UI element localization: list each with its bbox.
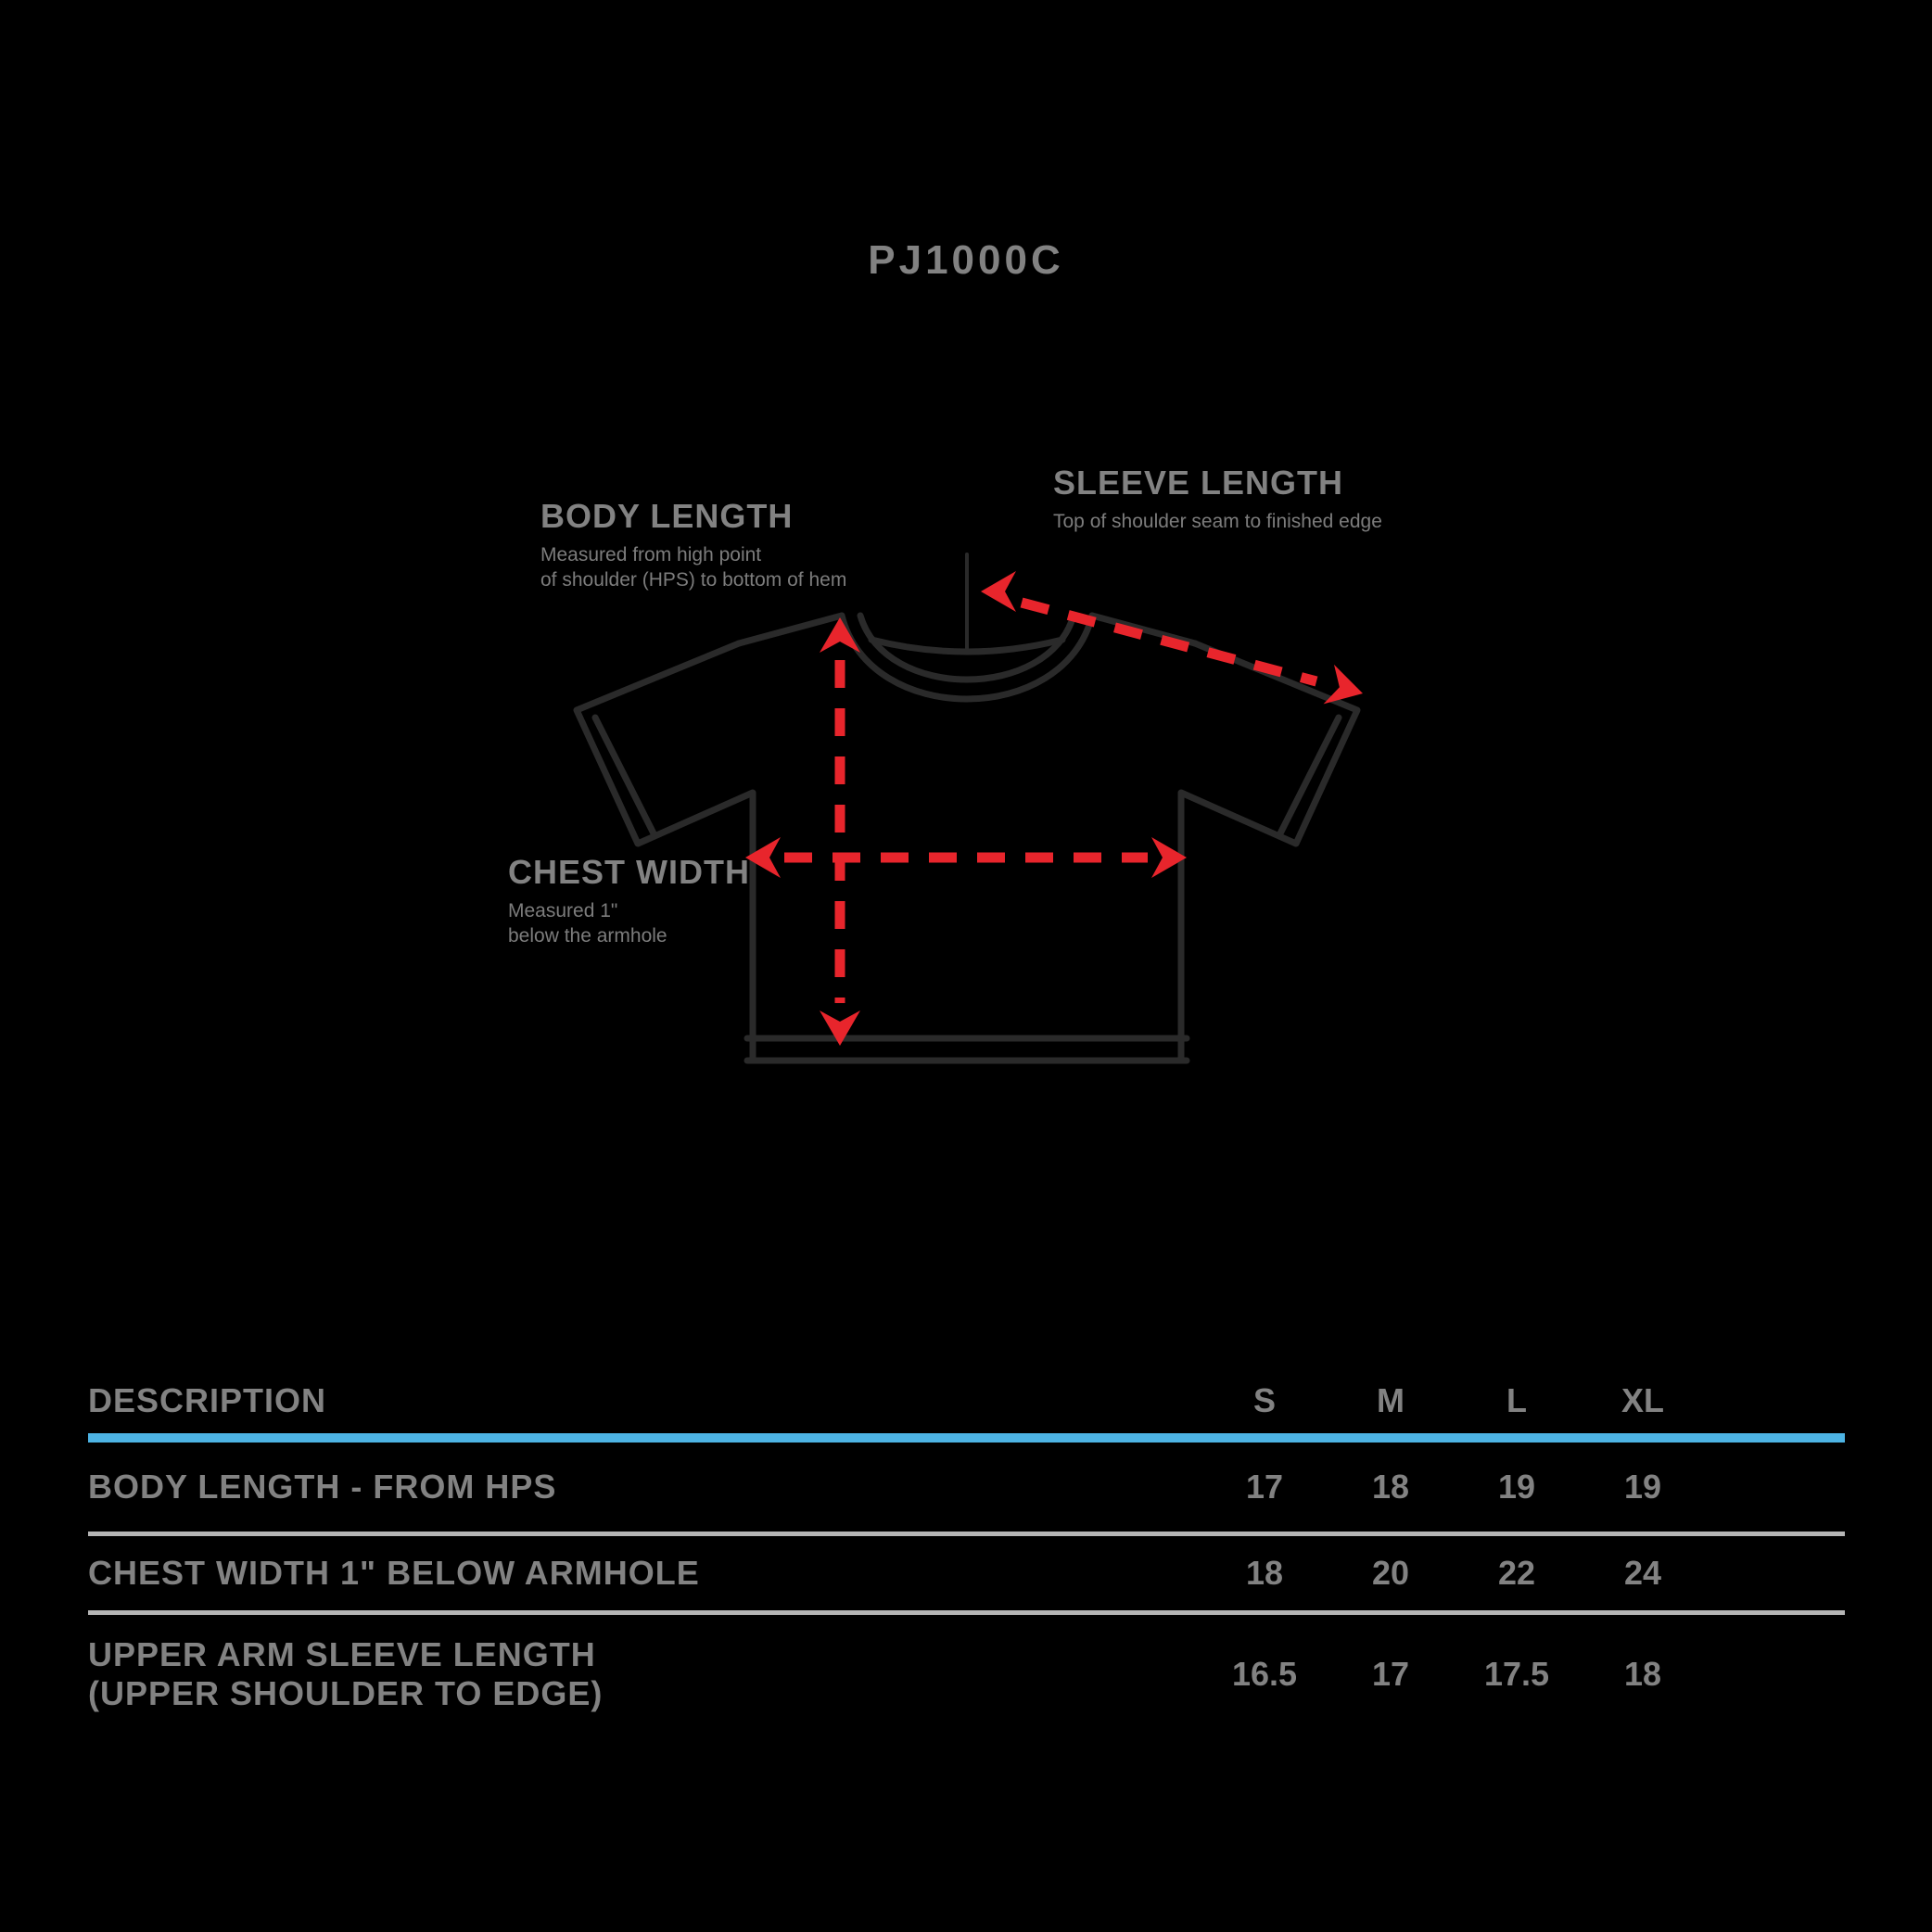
cell-value: 18 bbox=[1245, 1554, 1284, 1592]
row-label: CHEST WIDTH 1" BELOW ARMHOLE bbox=[88, 1554, 700, 1592]
header-size-m: M bbox=[1377, 1381, 1405, 1419]
table-row-chest-width bbox=[88, 1536, 1845, 1610]
tshirt-outline bbox=[577, 554, 1357, 1061]
cell-value: 18 bbox=[1623, 1655, 1662, 1693]
header-size-xl: XL bbox=[1621, 1381, 1664, 1419]
page-title: PJ1000C bbox=[868, 237, 1064, 283]
cell-value: 17 bbox=[1371, 1655, 1410, 1693]
body-length-arrow bbox=[820, 617, 860, 1046]
cell-value: 19 bbox=[1623, 1468, 1662, 1506]
chest-width-sub2: below the armhole bbox=[508, 925, 667, 947]
sleeve-length-heading: SLEEVE LENGTH bbox=[1053, 464, 1344, 502]
table-header-row bbox=[88, 1368, 1845, 1433]
size-spec-table bbox=[88, 1368, 1845, 1737]
chest-width-heading: CHEST WIDTH bbox=[508, 853, 750, 891]
cell-value: 18 bbox=[1371, 1468, 1410, 1506]
cell-value: 24 bbox=[1623, 1554, 1662, 1592]
cell-value: 17.5 bbox=[1483, 1655, 1550, 1693]
header-size-l: L bbox=[1506, 1381, 1527, 1419]
row-label: BODY LENGTH - FROM HPS bbox=[88, 1468, 557, 1506]
row-label-line2: (UPPER SHOULDER TO EDGE) bbox=[88, 1674, 604, 1712]
cell-value: 22 bbox=[1497, 1554, 1536, 1592]
chest-width-label bbox=[508, 853, 786, 949]
table-row-sleeve-length bbox=[88, 1615, 1845, 1737]
cell-value: 20 bbox=[1371, 1554, 1410, 1592]
sleeve-length-sub1: Top of shoulder seam to finished edge bbox=[1053, 511, 1382, 532]
body-length-sub2: of shoulder (HPS) to bottom of hem bbox=[540, 569, 847, 591]
cell-value: 17 bbox=[1245, 1468, 1284, 1506]
body-length-label bbox=[540, 497, 930, 593]
body-length-sub1: Measured from high point bbox=[540, 544, 762, 566]
row-label: UPPER ARM SLEEVE LENGTH bbox=[88, 1635, 596, 1673]
body-length-heading: BODY LENGTH bbox=[540, 497, 794, 535]
cell-value: 16.5 bbox=[1231, 1655, 1298, 1693]
cell-value: 19 bbox=[1497, 1468, 1536, 1506]
table-row-body-length bbox=[88, 1443, 1845, 1532]
chest-width-arrow bbox=[745, 837, 1187, 878]
header-description: DESCRIPTION bbox=[88, 1381, 327, 1419]
sleeve-length-label bbox=[1053, 464, 1480, 534]
chest-width-sub1: Measured 1" bbox=[508, 900, 618, 922]
header-size-s: S bbox=[1252, 1381, 1276, 1419]
header-divider-blue bbox=[88, 1433, 1845, 1443]
